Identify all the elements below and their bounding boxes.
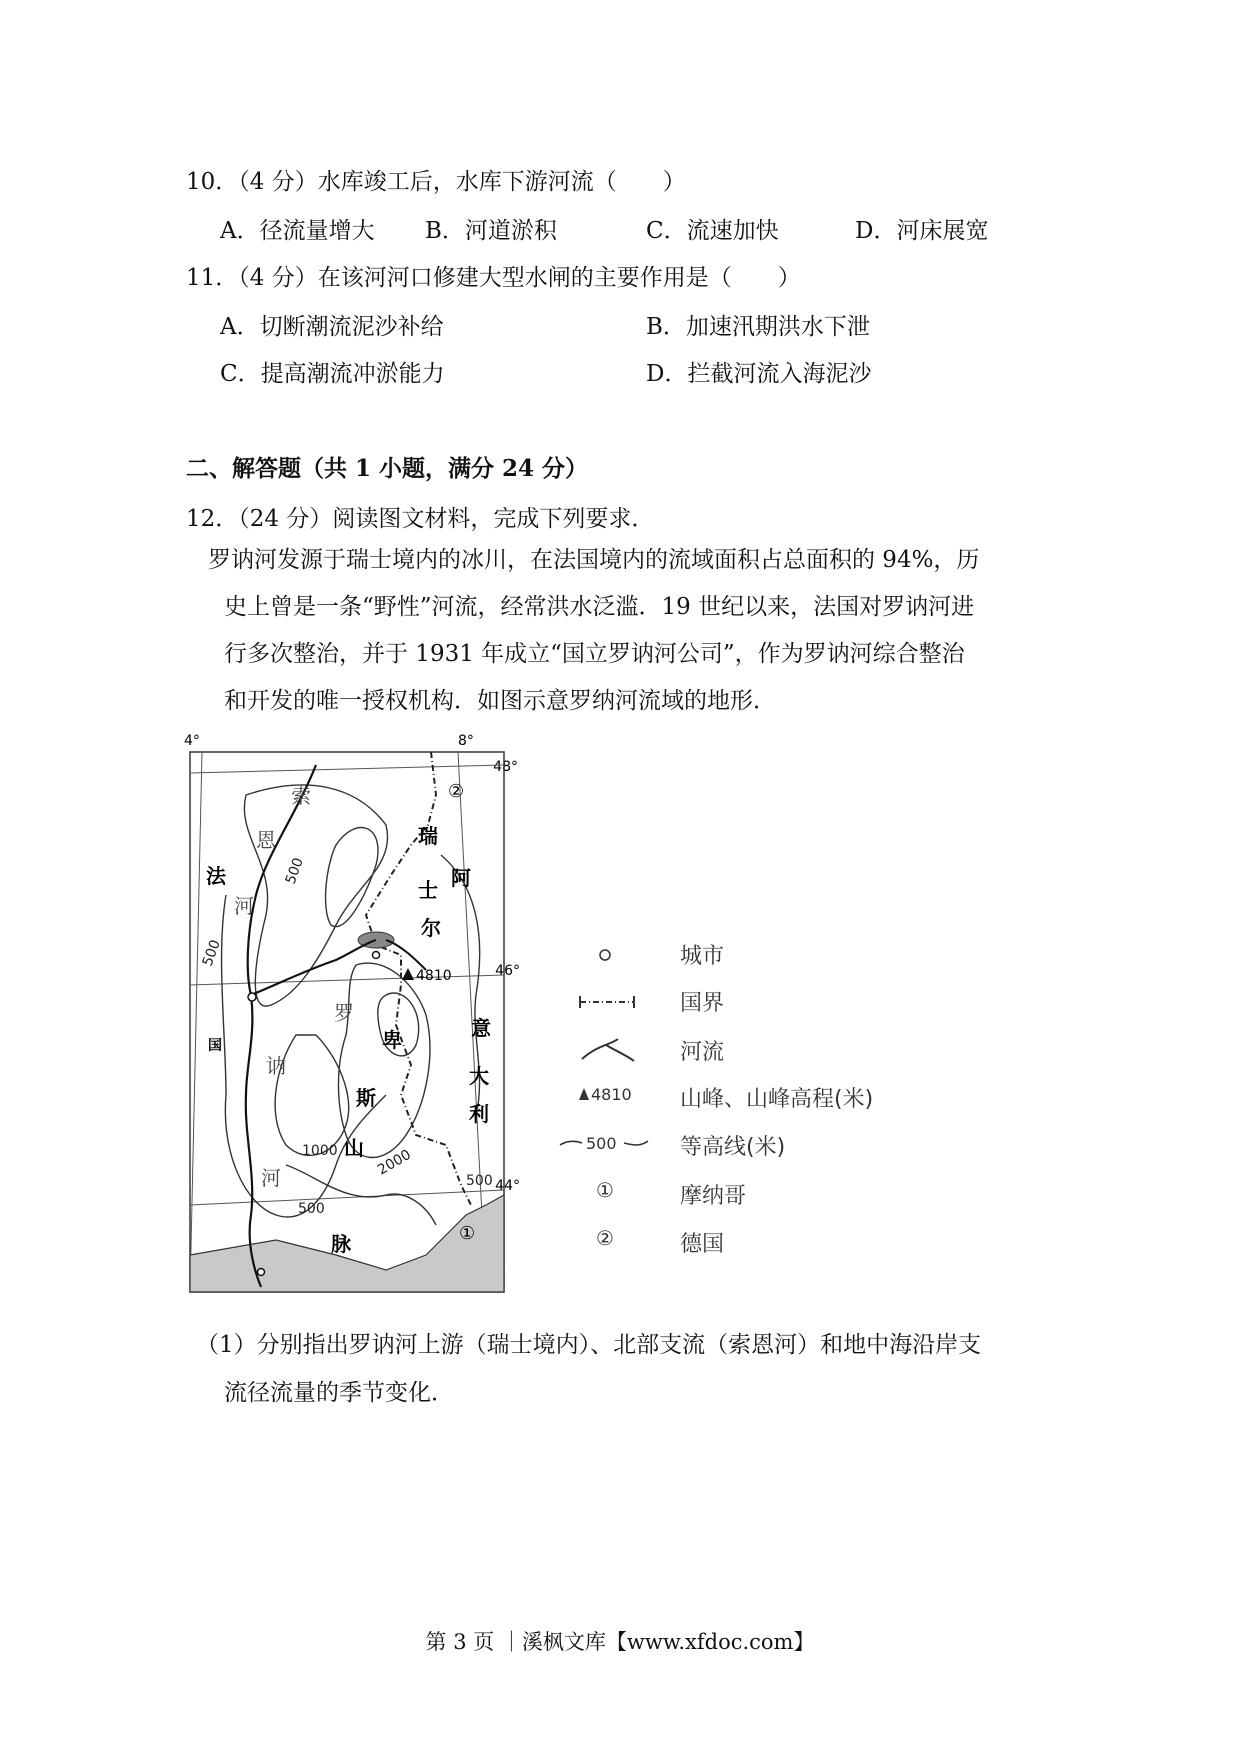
lat-label-48: 48° — [493, 759, 518, 775]
legend-label-river: 河流 — [680, 1040, 725, 1065]
contour-2000 — [339, 963, 430, 1157]
legend-contour-value: 500 — [586, 1134, 617, 1153]
material-line-1: 罗讷河发源于瑞士境内的冰川，在法国境内的流域面积占总面积的 94%，历 — [208, 547, 980, 573]
page-footer: 第 3 页 ｜溪枫文库【www.xfdoc.com】 — [425, 1630, 815, 1654]
label-switzerland-1: 瑞 — [418, 824, 438, 848]
material-line-3: 行多次整治，并于 1931 年成立“国立罗讷河公司”，作为罗讷河综合整治 — [224, 641, 965, 667]
label-france-2: 国 — [208, 1038, 222, 1054]
city-marker-geneva — [373, 952, 380, 959]
river-rhone-swiss — [386, 940, 426, 970]
label-italy-2: 大 — [469, 1064, 489, 1088]
label-alps-5: 山 — [344, 1136, 364, 1160]
q10-option-b: B．河道淤积 — [425, 218, 557, 244]
q10-option-a: A．径流量增大 — [220, 218, 375, 244]
city-marker-marseille — [258, 1269, 265, 1276]
material-line-4: 和开发的唯一授权机构．如图示意罗纳河流域的地形． — [224, 688, 776, 714]
contour-label-1000: 1000 — [302, 1143, 338, 1159]
q11-option-b: B．加速汛期洪水下泄 — [646, 314, 870, 340]
question-11-stem: 11．（4 分）在该河河口修建大型水闸的主要作用是（ ） — [186, 265, 801, 291]
lat-label-46: 46° — [495, 963, 520, 979]
contour-500-north — [244, 785, 387, 1006]
graticule-44 — [190, 1190, 504, 1205]
legend-label-monaco: 摩纳哥 — [680, 1184, 747, 1209]
city-marker-lyon — [248, 993, 256, 1001]
label-saone-3: 河 — [234, 894, 254, 918]
peak-triangle — [402, 968, 414, 980]
q11-option-c: C．提高潮流冲淤能力 — [220, 361, 445, 387]
rhone-basin-map — [184, 733, 520, 1295]
label-alps-6: 脉 — [331, 1232, 351, 1256]
question-12-stem: 12．（24 分）阅读图文材料，完成下列要求． — [186, 506, 655, 532]
label-germany-mark: ② — [448, 781, 465, 802]
subquestion-1-line-2: 流径流量的季节变化． — [224, 1380, 454, 1406]
contour-label-500-b: 500 — [199, 937, 224, 969]
label-alps-4: 斯 — [356, 1086, 376, 1110]
contour-label-2000: 2000 — [375, 1146, 414, 1179]
section-2-heading: 二、解答题（共 1 小题，满分 24 分） — [186, 455, 589, 482]
label-italy-1: 意 — [471, 1016, 491, 1040]
contour-label-500-d: 500 — [298, 1201, 325, 1217]
label-rhone-1: 罗 — [334, 1001, 354, 1025]
label-switzerland-2: 士 — [418, 878, 438, 902]
peak-elevation: 4810 — [416, 968, 452, 984]
q11-option-a: A．切断潮流泥沙补给 — [220, 314, 444, 340]
label-alps-3: 卑 — [382, 1028, 402, 1052]
graticule-46 — [190, 975, 504, 985]
label-alps-2: 尔 — [421, 916, 441, 940]
legend-peak-icon — [579, 1088, 589, 1100]
legend-label-contour: 等高线(米) — [680, 1135, 786, 1160]
graticule-48 — [190, 765, 504, 773]
legend-label-city: 城市 — [680, 944, 725, 969]
label-alps-1: 阿 — [451, 866, 471, 890]
label-monaco-mark: ① — [459, 1223, 476, 1244]
legend-monaco-mark: ① — [596, 1178, 614, 1202]
label-rhone-3: 河 — [261, 1166, 281, 1190]
legend-river-icon — [582, 1039, 634, 1061]
label-italy-3: 利 — [469, 1102, 489, 1126]
label-france-1: 法 — [206, 864, 226, 888]
legend-germany-mark: ② — [596, 1226, 614, 1250]
legend-peak-value: 4810 — [591, 1085, 632, 1104]
q10-option-c: C．流速加快 — [646, 218, 779, 244]
contour-label-500-a: 500 — [282, 855, 307, 887]
label-saone-1: 索 — [291, 784, 311, 808]
question-10-stem: 10．（4 分）水库竣工后，水库下游河流（ ） — [186, 169, 686, 195]
material-line-2: 史上曾是一条“野性”河流，经常洪水泛滥．19 世纪以来，法国对罗讷河进 — [224, 594, 975, 620]
subquestion-1-line-1: （1）分别指出罗讷河上游（瑞士境内）、北部支流（索恩河）和地中海沿岸支 — [196, 1332, 982, 1358]
contour-label-500-c: 500 — [466, 1173, 493, 1189]
legend-city-icon — [600, 950, 610, 960]
lat-label-44: 44° — [495, 1178, 520, 1194]
legend-label-border: 国界 — [680, 991, 725, 1016]
legend-border-icon — [580, 996, 634, 1008]
label-saone-2: 恩 — [256, 828, 276, 852]
contour-1000 — [275, 1035, 349, 1155]
map-legend — [548, 935, 948, 1255]
q11-option-d: D．拦截河流入海泥沙 — [646, 361, 872, 387]
label-rhone-2: 讷 — [266, 1054, 286, 1078]
legend-label-germany: 德国 — [680, 1232, 725, 1257]
river-rhone-upper — [251, 940, 376, 995]
legend-label-peak: 山峰、山峰高程(米) — [680, 1087, 874, 1112]
graticule-4 — [190, 752, 202, 1292]
lon-label-4: 4° — [184, 733, 200, 749]
q10-option-d: D．河床展宽 — [855, 218, 989, 244]
lon-label-8: 8° — [458, 733, 474, 749]
